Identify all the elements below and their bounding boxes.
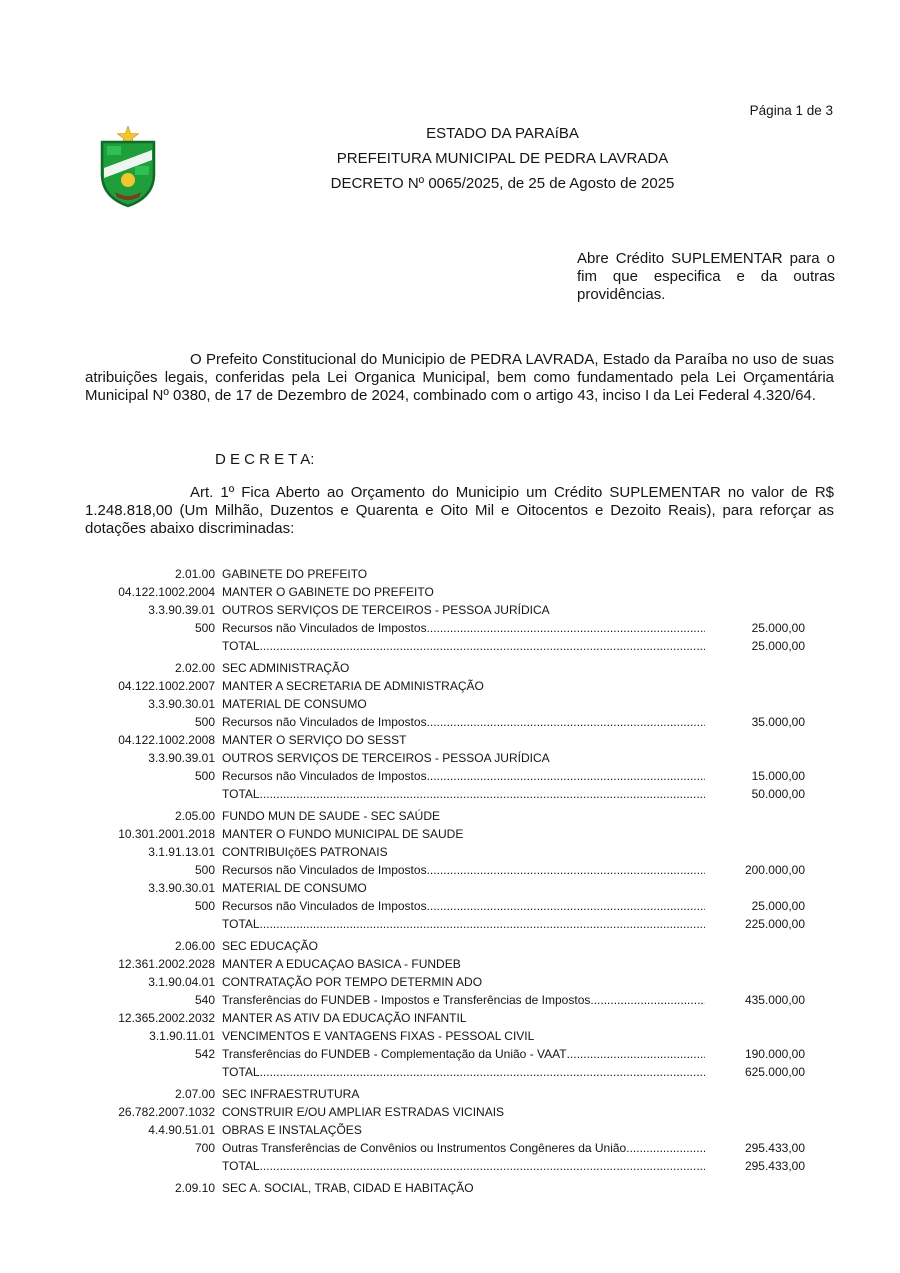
row-description: MATERIAL DE CONSUMO [222,881,367,895]
row-code: 04.122.1002.2004 [118,585,215,599]
row-description: OBRAS E INSTALAÇÕES [222,1123,362,1137]
row-code: 3.1.91.13.01 [148,845,215,859]
budget-row [85,1063,805,1081]
row-description: Recursos não Vinculados de Impostos [222,769,427,783]
row-value: 35.000,00 [751,715,805,729]
budget-row [85,973,805,991]
budget-row [85,861,805,879]
budget-row [85,583,805,601]
row-code: 3.3.90.39.01 [148,603,215,617]
row-code: 26.782.2007.1032 [118,1105,215,1119]
row-code: 2.09.10 [174,1181,215,1195]
row-value: 295.433,00 [744,1141,805,1155]
row-description: TOTAL [222,639,260,653]
dotted-leader [427,897,705,915]
dotted-leader [260,1157,705,1175]
dotted-leader [626,1139,705,1157]
row-code: 540 [194,993,215,1007]
row-description: CONTRATAÇÃO POR TEMPO DETERMIN ADO [222,975,483,989]
row-description: TOTAL [222,1065,260,1079]
row-description: Transferências do FUNDEB - Complementação da União - VAAT [222,1047,567,1061]
document-header [170,121,835,196]
row-code: 3.1.90.11.01 [149,1029,215,1043]
budget-row [85,879,805,897]
row-value: 190.000,00 [744,1047,805,1061]
row-code: 500 [194,899,215,913]
row-description: SEC A. SOCIAL, TRAB, CIDAD E HABITAÇÃO [222,1181,474,1195]
dotted-leader [427,619,705,637]
row-description: TOTAL [222,1159,260,1173]
budget-row [85,1103,805,1121]
header-state: ESTADO DA PARAíBA [426,125,579,142]
row-code: 2.01.00 [174,567,215,581]
budget-row [85,1045,805,1063]
decree-preamble: O Prefeito Constitucional do Municipio de PEDRA LAVRADA, Estado da Paraíba no uso de suas atribuições legais, conferidas pela Lei Organica Municipal, bem como fundamentado pela Lei Orçamentária Municipal Nº 0380, de 17 de Dezembro de 2024, combinado com o artigo 43, inciso I da Lei Federal 4.320/64. [85,351,834,404]
budget-row [85,1085,805,1103]
coat-of-arms-icon [95,126,161,208]
row-code: 3.3.90.30.01 [148,697,215,711]
article-1-text: Art. 1º Fica Aberto ao Orçamento do Municipio um Crédito SUPLEMENTAR no valor de R$ 1.248.818,00 (Um Milhão, Duzentos e Quarenta e Oito Mil e Oitocentos e Dezoito Reais), para reforçar as dotações abaixo discriminadas: [85,484,834,537]
budget-row [85,1179,805,1197]
budget-row [85,991,805,1009]
row-description: Recursos não Vinculados de Impostos [222,621,427,635]
dotted-leader [260,637,705,655]
dotted-leader [427,861,705,879]
row-description: FUNDO MUN DE SAUDE - SEC SAÚDE [222,809,441,823]
row-code: 2.05.00 [174,809,215,823]
row-value: 25.000,00 [751,899,805,913]
row-description: MANTER O FUNDO MUNICIPAL DE SAUDE [222,827,464,841]
dotted-leader [567,1045,705,1063]
row-description: CONSTRUIR E/OU AMPLIAR ESTRADAS VICINAIS [222,1105,505,1119]
row-code: 2.06.00 [174,939,215,953]
row-code: 3.3.90.39.01 [148,751,215,765]
budget-row [85,1009,805,1027]
row-value: 625.000,00 [744,1065,805,1079]
row-description: Recursos não Vinculados de Impostos [222,715,427,729]
row-description: OUTROS SERVIÇOS DE TERCEIROS - PESSOA JURÍDICA [222,751,550,765]
row-description: SEC EDUCAÇÃO [222,939,319,953]
budget-row [85,785,805,803]
row-code: 2.07.00 [174,1087,215,1101]
budget-table [85,565,805,1197]
row-code: 10.301.2001.2018 [118,827,215,841]
row-code: 4.4.90.51.01 [148,1123,215,1137]
row-description: TOTAL [222,917,260,931]
row-description: MANTER A EDUCAÇAO BASICA - FUNDEB [222,957,461,971]
dotted-leader [260,1063,705,1081]
budget-row [85,695,805,713]
budget-row [85,897,805,915]
row-code: 500 [194,715,215,729]
row-description: Transferências do FUNDEB - Impostos e Transferências de Impostos [222,993,591,1007]
dotted-leader [260,785,705,803]
budget-row [85,713,805,731]
dotted-leader [427,767,705,785]
row-description: Recursos não Vinculados de Impostos [222,863,427,877]
budget-row [85,619,805,637]
row-value: 200.000,00 [744,863,805,877]
header-decree-title: DECRETO Nº 0065/2025, de 25 de Agosto de 2025 [330,175,675,192]
budget-row [85,807,805,825]
row-description: VENCIMENTOS E VANTAGENS FIXAS - PESSOAL CIVIL [222,1029,535,1043]
budget-row [85,1027,805,1045]
row-code: 12.361.2002.2028 [118,957,215,971]
row-description: MANTER O SERVIÇO DO SESST [222,733,407,747]
row-code: 500 [194,769,215,783]
row-description: SEC INFRAESTRUTURA [222,1087,360,1101]
row-description: MANTER O GABINETE DO PREFEITO [222,585,434,599]
budget-row [85,659,805,677]
row-description: Recursos não Vinculados de Impostos [222,899,427,913]
row-description: SEC ADMINISTRAÇÃO [222,661,350,675]
row-description: CONTRIBUIçõES PATRONAIS [222,845,388,859]
row-code: 3.1.90.04.01 [148,975,215,989]
budget-row [85,677,805,695]
row-description: GABINETE DO PREFEITO [222,567,368,581]
row-code: 04.122.1002.2008 [118,733,215,747]
budget-row [85,1139,805,1157]
decreta-heading: D E C R E T A: [215,451,315,468]
row-value: 435.000,00 [744,993,805,1007]
budget-row [85,749,805,767]
row-value: 295.433,00 [744,1159,805,1173]
budget-row [85,825,805,843]
budget-row [85,955,805,973]
budget-row [85,937,805,955]
page-number: Página 1 de 3 [749,103,833,118]
row-code: 700 [194,1141,215,1155]
dotted-leader [260,915,705,933]
budget-row [85,731,805,749]
budget-row [85,1157,805,1175]
decree-summary: Abre Crédito SUPLEMENTAR para o fim que especifica e da outras providências. [577,250,835,303]
row-value: 225.000,00 [744,917,805,931]
budget-row [85,843,805,861]
budget-row [85,915,805,933]
row-code: 3.3.90.30.01 [148,881,215,895]
budget-row [85,601,805,619]
budget-row [85,565,805,583]
row-description: TOTAL [222,787,260,801]
budget-row [85,1121,805,1139]
row-description: MANTER AS ATIV DA EDUCAÇÃO INFANTIL [222,1011,467,1025]
header-municipality: PREFEITURA MUNICIPAL DE PEDRA LAVRADA [336,150,669,167]
row-description: MANTER A SECRETARIA DE ADMINISTRAÇÃO [222,679,484,693]
budget-row [85,637,805,655]
dotted-leader [427,713,705,731]
row-description: Outras Transferências de Convênios ou Instrumentos Congêneres da União [222,1141,627,1155]
row-code: 2.02.00 [174,661,215,675]
dotted-leader [590,991,705,1009]
row-description: OUTROS SERVIÇOS DE TERCEIROS - PESSOA JURÍDICA [222,603,550,617]
row-value: 25.000,00 [751,639,805,653]
row-value: 15.000,00 [751,769,805,783]
row-code: 542 [194,1047,215,1061]
row-code: 500 [194,863,215,877]
row-code: 12.365.2002.2032 [118,1011,215,1025]
row-value: 25.000,00 [751,621,805,635]
row-code: 500 [194,621,215,635]
row-code: 04.122.1002.2007 [118,679,215,693]
row-description: MATERIAL DE CONSUMO [222,697,367,711]
row-value: 50.000,00 [751,787,805,801]
budget-row [85,767,805,785]
